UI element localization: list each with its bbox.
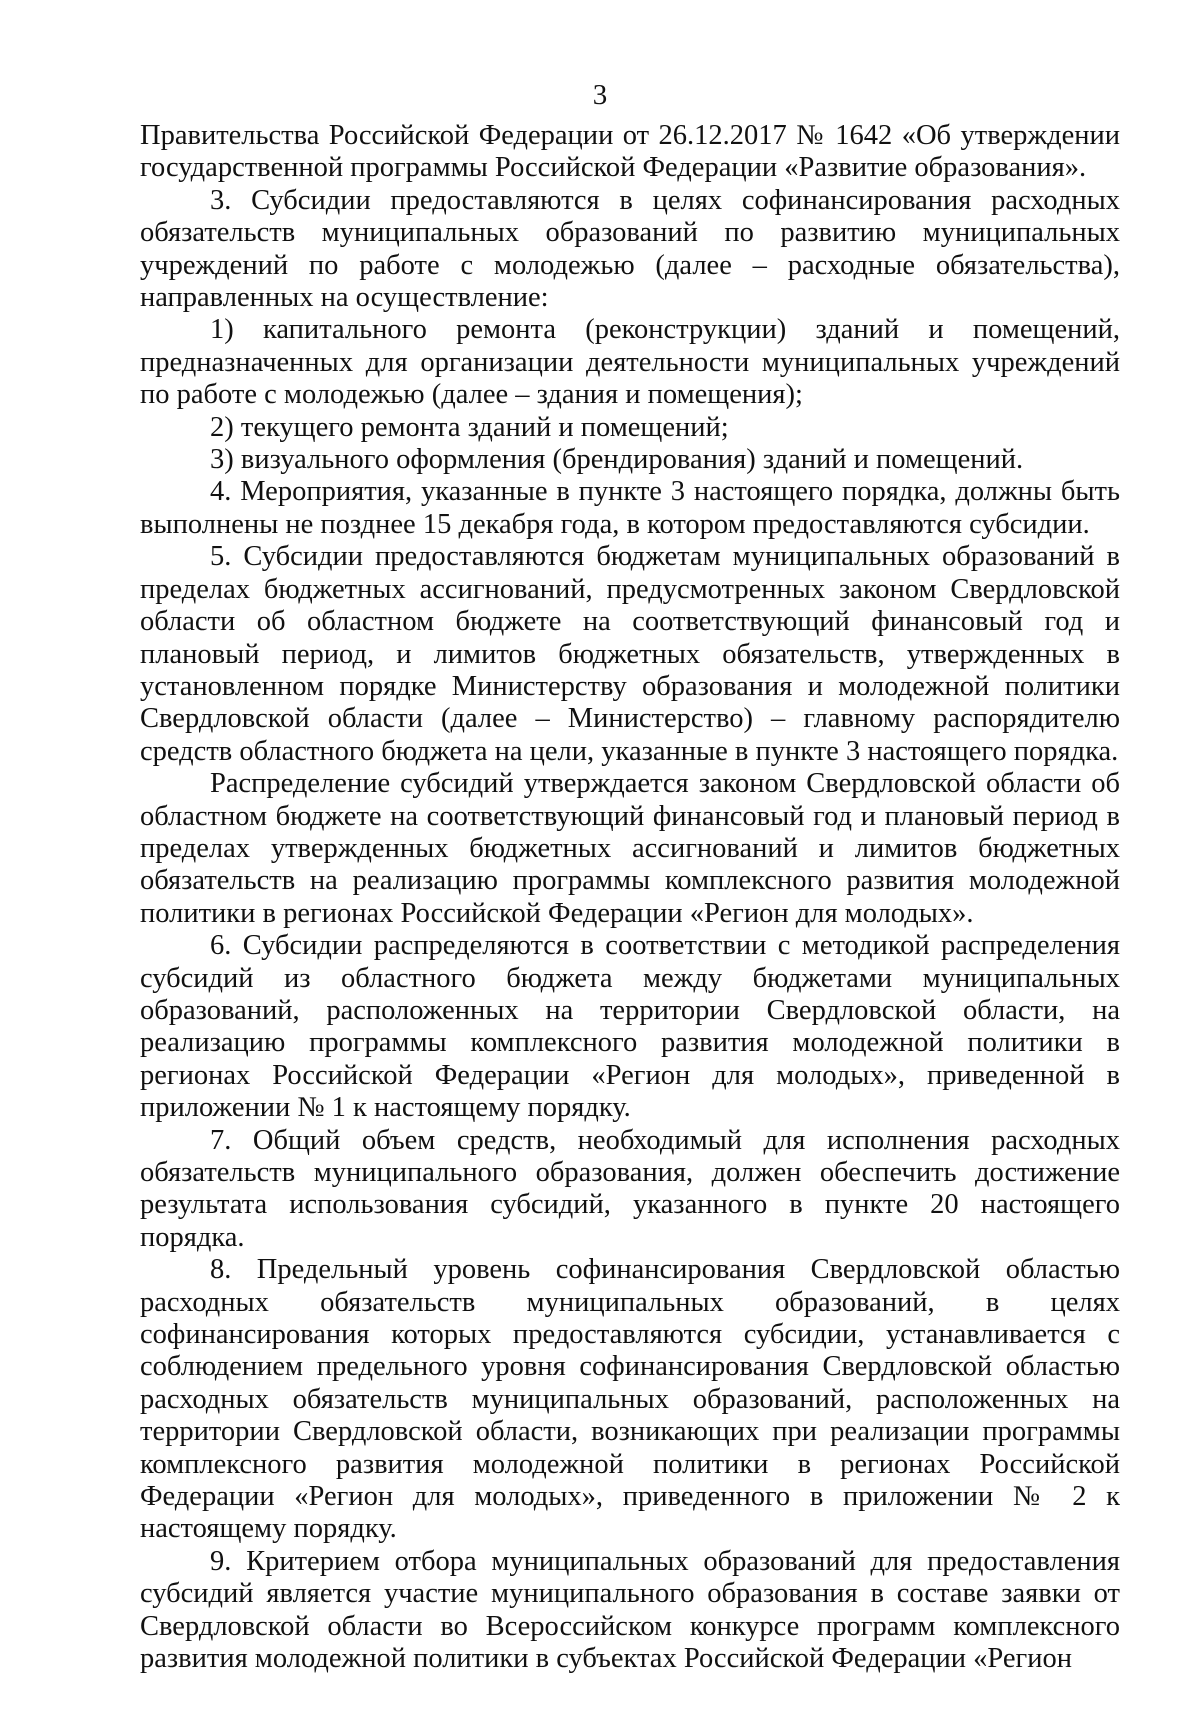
- paragraph-item-8: 8. Предельный уровень софинансирования Свердловской областью расходных обязательств муниципальных образований, в целях софинансирования которых предоставляются субсидии, устанавливается с соблюдением предельного уровня софинансирования Свердловской областью расходных обязательств муниципальных образований, расположенных на территории Свердловской области, возникающих при реализации программы комплексного развития молодежной политики в регионах Российской Федерации «Регион для молодых», приведенного в приложении № 2 к настоящему порядку.: [140, 1254, 1120, 1545]
- subitem-1: 1) капитального ремонта (реконструкции) зданий и помещений, предназначенных для организации деятельности муниципальных учреждений по работе с молодежью (далее – здания и помещения);: [140, 314, 1120, 411]
- paragraph-item-6: 6. Субсидии распределяются в соответствии с методикой распределения субсидий из областного бюджета между бюджетами муниципальных образований, расположенных на территории Свердловской области, на реализацию программы комплексного развития молодежной политики в регионах Российской Федерации «Регион для молодых», приведенной в приложении № 1 к настоящему порядку.: [140, 930, 1120, 1124]
- paragraph-item-9: 9. Критерием отбора муниципальных образований для предоставления субсидий является участие муниципального образования в составе заявки от Свердловской области во Всероссийском конкурсе программ комплексного развития молодежной политики в субъектах Российской Федерации «Регион: [140, 1545, 1120, 1675]
- paragraph-continuation: Правительства Российской Федерации от 26.12.2017 № 1642 «Об утверждении государственной программы Российской Федерации «Развитие образования».: [140, 120, 1120, 184]
- document-body: [140, 120, 1120, 1676]
- paragraph-item-3: 3. Субсидии предоставляются в целях софинансирования расходных обязательств муниципальных образований по развитию муниципальных учреждений по работе с молодежью (далее – расходные обязательства), направленных на осуществление:: [140, 184, 1120, 314]
- subitem-2: 2) текущего ремонта зданий и помещений;: [210, 411, 729, 443]
- subitem-3: 3) визуального оформления (брендирования) зданий и помещений.: [210, 444, 1024, 476]
- paragraph-item-5: 5. Субсидии предоставляются бюджетам муниципальных образований в пределах бюджетных ассигнований, предусмотренных законом Свердловской области об областном бюджете на соответствующий финансовый год и плановый период, и лимитов бюджетных обязательств, утвержденных в установленном порядке Министерству образования и молодежной политики Свердловской области (далее – Министерство) – главному распорядителю средств областного бюджета на цели, указанные в пункте 3 настоящего порядка.: [140, 541, 1120, 767]
- paragraph-item-7: 7. Общий объем средств, необходимый для исполнения расходных обязательств муниципального образования, должен обеспечить достижение результата использования субсидий, указанного в пункте 20 настоящего порядка.: [140, 1124, 1120, 1253]
- paragraph-item-4: 4. Мероприятия, указанные в пункте 3 настоящего порядка, должны быть выполнены не позднее 15 декабря года, в котором предоставляются субсидии.: [140, 476, 1120, 540]
- paragraph-distribution: Распределение субсидий утверждается законом Свердловской области об областном бюджете на соответствующий финансовый год и плановый период в пределах утвержденных бюджетных ассигнований и лимитов бюджетных обязательств на реализацию программы комплексного развития молодежной политики в регионах Российской Федерации «Регион для молодых».: [140, 768, 1120, 929]
- page-number: 3: [592, 79, 608, 111]
